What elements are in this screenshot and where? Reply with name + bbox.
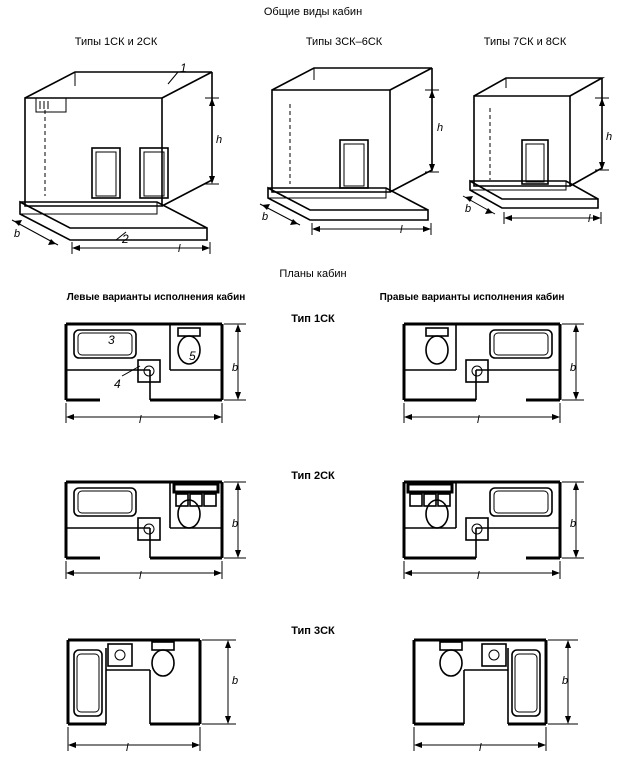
- plan-title-3sk: Тип 3СК: [291, 625, 335, 637]
- dim-b-view1: b: [14, 228, 21, 240]
- dim-b-plan1-left: b: [232, 362, 239, 374]
- dim-l-view1: l: [178, 243, 181, 255]
- section-title-general-views: Общие виды кабин: [263, 6, 363, 18]
- callout-4: 4: [114, 377, 121, 391]
- dim-l-plan1-left: l: [139, 414, 142, 426]
- section-title-plans: Планы кабин: [279, 268, 347, 280]
- plan-3sk-right: [414, 640, 578, 751]
- dim-b-view2: b: [262, 211, 269, 223]
- isometric-view-7sk-8sk: [463, 78, 609, 224]
- dim-l-plan2-left: l: [139, 570, 142, 582]
- isometric-view-1sk-2sk: [12, 72, 219, 254]
- plan-title-2sk: Тип 2СК: [291, 470, 335, 482]
- plan-1sk-right: [404, 324, 584, 423]
- callout-5: 5: [189, 349, 196, 363]
- callout-2: 2: [122, 232, 129, 246]
- dim-l-plan2-right: l: [477, 570, 480, 582]
- dim-b-plan3-left: b: [232, 675, 239, 687]
- dim-h-view2: h: [437, 122, 444, 134]
- dim-l-view3: l: [588, 213, 591, 225]
- dim-l-plan3-left: l: [126, 742, 129, 754]
- isometric-view-3sk-6sk: [260, 68, 439, 235]
- plan-2sk-right: [404, 482, 584, 579]
- plan-title-1sk: Тип 1СК: [291, 313, 335, 325]
- dim-l-plan3-right: l: [479, 742, 482, 754]
- dim-b-view3: b: [465, 203, 472, 215]
- plan-3sk-left: [68, 640, 239, 751]
- plan-column-header-right: Правые варианты исполнения кабин: [379, 292, 565, 303]
- view-title-7sk-8sk: Типы 7СК и 8СК: [483, 36, 567, 48]
- dim-b-plan2-right: b: [570, 518, 577, 530]
- callout-3: 3: [108, 333, 115, 347]
- view-title-3sk-6sk: Типы 3СК–6СК: [305, 36, 383, 48]
- dim-b-plan2-left: b: [232, 518, 239, 530]
- dim-b-plan3-right: b: [562, 675, 569, 687]
- dim-l-plan1-right: l: [477, 414, 480, 426]
- plan-column-header-left: Левые варианты исполнения кабин: [66, 292, 246, 303]
- view-title-1sk-2sk: Типы 1СК и 2СК: [74, 36, 158, 48]
- dim-h-view1: h: [216, 134, 223, 146]
- plan-1sk-left: [66, 324, 246, 423]
- dim-b-plan1-right: b: [570, 362, 577, 374]
- dim-l-view2: l: [400, 224, 403, 236]
- callout-1: 1: [180, 61, 187, 75]
- plan-2sk-left: [66, 482, 246, 579]
- dim-h-view3: h: [606, 131, 613, 143]
